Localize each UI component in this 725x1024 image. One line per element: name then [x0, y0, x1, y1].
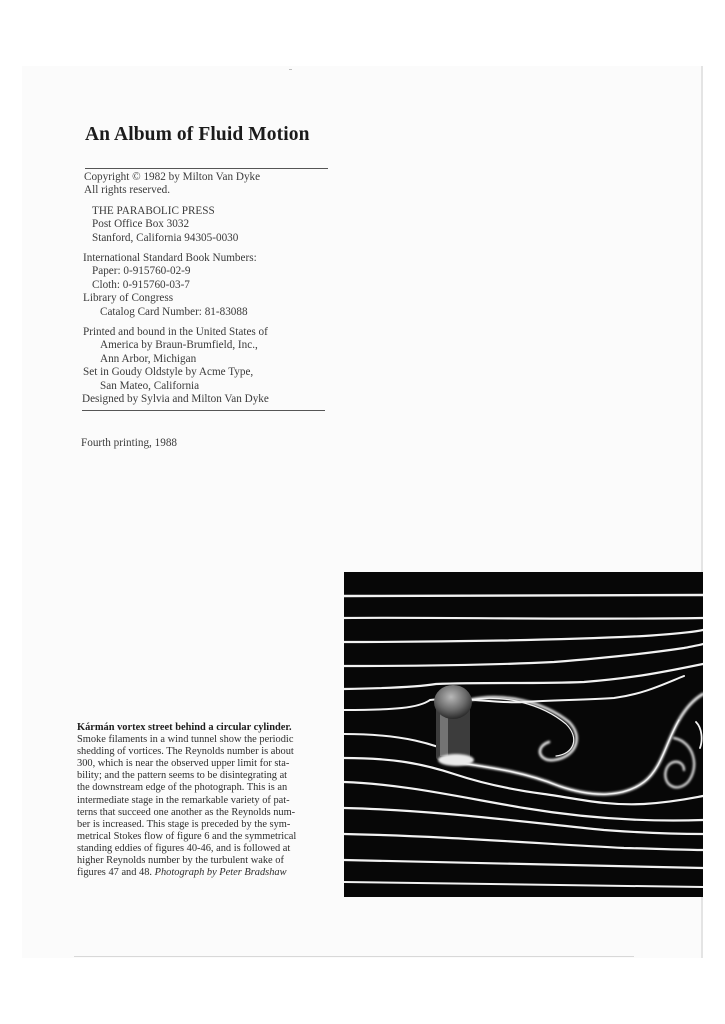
vortex-eddy — [696, 722, 702, 748]
book-title: An Album of Fluid Motion — [85, 124, 310, 145]
streamline — [344, 834, 703, 850]
streamline — [344, 758, 703, 804]
printed-line-1: Printed and bound in the United States of — [83, 326, 268, 338]
caption-line: ber is increased. This stage is preceded by the sym- — [77, 818, 291, 830]
streamline — [344, 644, 703, 666]
scan-speck — [289, 69, 292, 70]
printing-line: Fourth printing, 1988 — [81, 437, 178, 449]
vortex-wake-upper — [469, 698, 574, 756]
caption-line: the downstream edge of the photograph. This is an — [77, 782, 288, 794]
caption-line: bility; and the pattern seems to be disintegrating at — [77, 770, 288, 782]
streamline — [344, 664, 703, 689]
printed-line-3: Ann Arbor, Michigan — [100, 353, 197, 365]
isbn-cloth: Cloth: 0-915760-03-7 — [92, 279, 190, 291]
rule-bottom — [82, 410, 325, 411]
vortex-eddy — [665, 738, 694, 787]
typeset-line-1: Set in Goudy Oldstyle by Acme Type, — [83, 366, 254, 378]
loc-heading: Library of Congress — [83, 292, 174, 304]
rule-top — [85, 168, 328, 169]
typeset-line-2: San Mateo, California — [100, 380, 200, 392]
designed-line: Designed by Sylvia and Milton Van Dyke — [82, 393, 269, 405]
vortex-photo-drawing — [344, 572, 703, 897]
caption-last-line — [77, 867, 345, 879]
streamline — [344, 860, 703, 868]
vortex-wake-upper — [469, 697, 577, 760]
streamline — [344, 630, 703, 642]
caption-line: higher Reynolds number by the turbulent wake of — [77, 855, 284, 867]
loc-number: Catalog Card Number: 81-83088 — [100, 306, 248, 318]
streamline — [344, 618, 703, 619]
vortex-street-photo — [344, 572, 703, 897]
cylinder-top — [434, 685, 472, 719]
caption-title: Kármán vortex street behind a circular cylinder. — [77, 722, 292, 733]
publisher-city: Stanford, California 94305-0030 — [92, 232, 239, 244]
isbn-heading: International Standard Book Numbers: — [83, 252, 257, 264]
page-edge-bottom — [74, 956, 634, 957]
figure-caption — [77, 722, 345, 879]
caption-line: metrical Stokes flow of figure 6 and the symmetrical — [77, 830, 297, 842]
photo-credit: Photograph by Peter Bradshaw — [154, 867, 287, 879]
printed-line-2: America by Braun-Brumfield, Inc., — [100, 339, 258, 351]
caption-line: terns that succeed one another as the Reynolds num- — [77, 806, 296, 818]
streamline — [344, 782, 703, 821]
cylinder-base-glow — [438, 754, 474, 766]
caption-line: Smoke filaments in a wind tunnel show the periodic — [77, 734, 294, 746]
caption-last-text: figures 47 and 48. — [77, 867, 155, 879]
publisher-box: Post Office Box 3032 — [92, 218, 190, 230]
streamline — [344, 676, 684, 710]
smoke-filaments — [344, 595, 703, 887]
caption-line: intermediate stage in the remarkable variety of pat- — [77, 794, 290, 806]
streamline — [344, 882, 703, 887]
caption-line: shedding of vortices. The Reynolds number is about — [77, 746, 294, 758]
rights-line: All rights reserved. — [84, 184, 171, 196]
streamline — [344, 595, 703, 596]
copyright-line: Copyright © 1982 by Milton Van Dyke — [84, 171, 261, 183]
publisher-name: THE PARABOLIC PRESS — [92, 205, 215, 217]
cylinder — [434, 685, 474, 766]
isbn-paper: Paper: 0-915760-02-9 — [92, 265, 191, 277]
caption-line: standing eddies of figures 40-46, and is followed at — [77, 842, 291, 854]
caption-line: 300, which is near the observed upper limit for sta- — [77, 758, 290, 770]
